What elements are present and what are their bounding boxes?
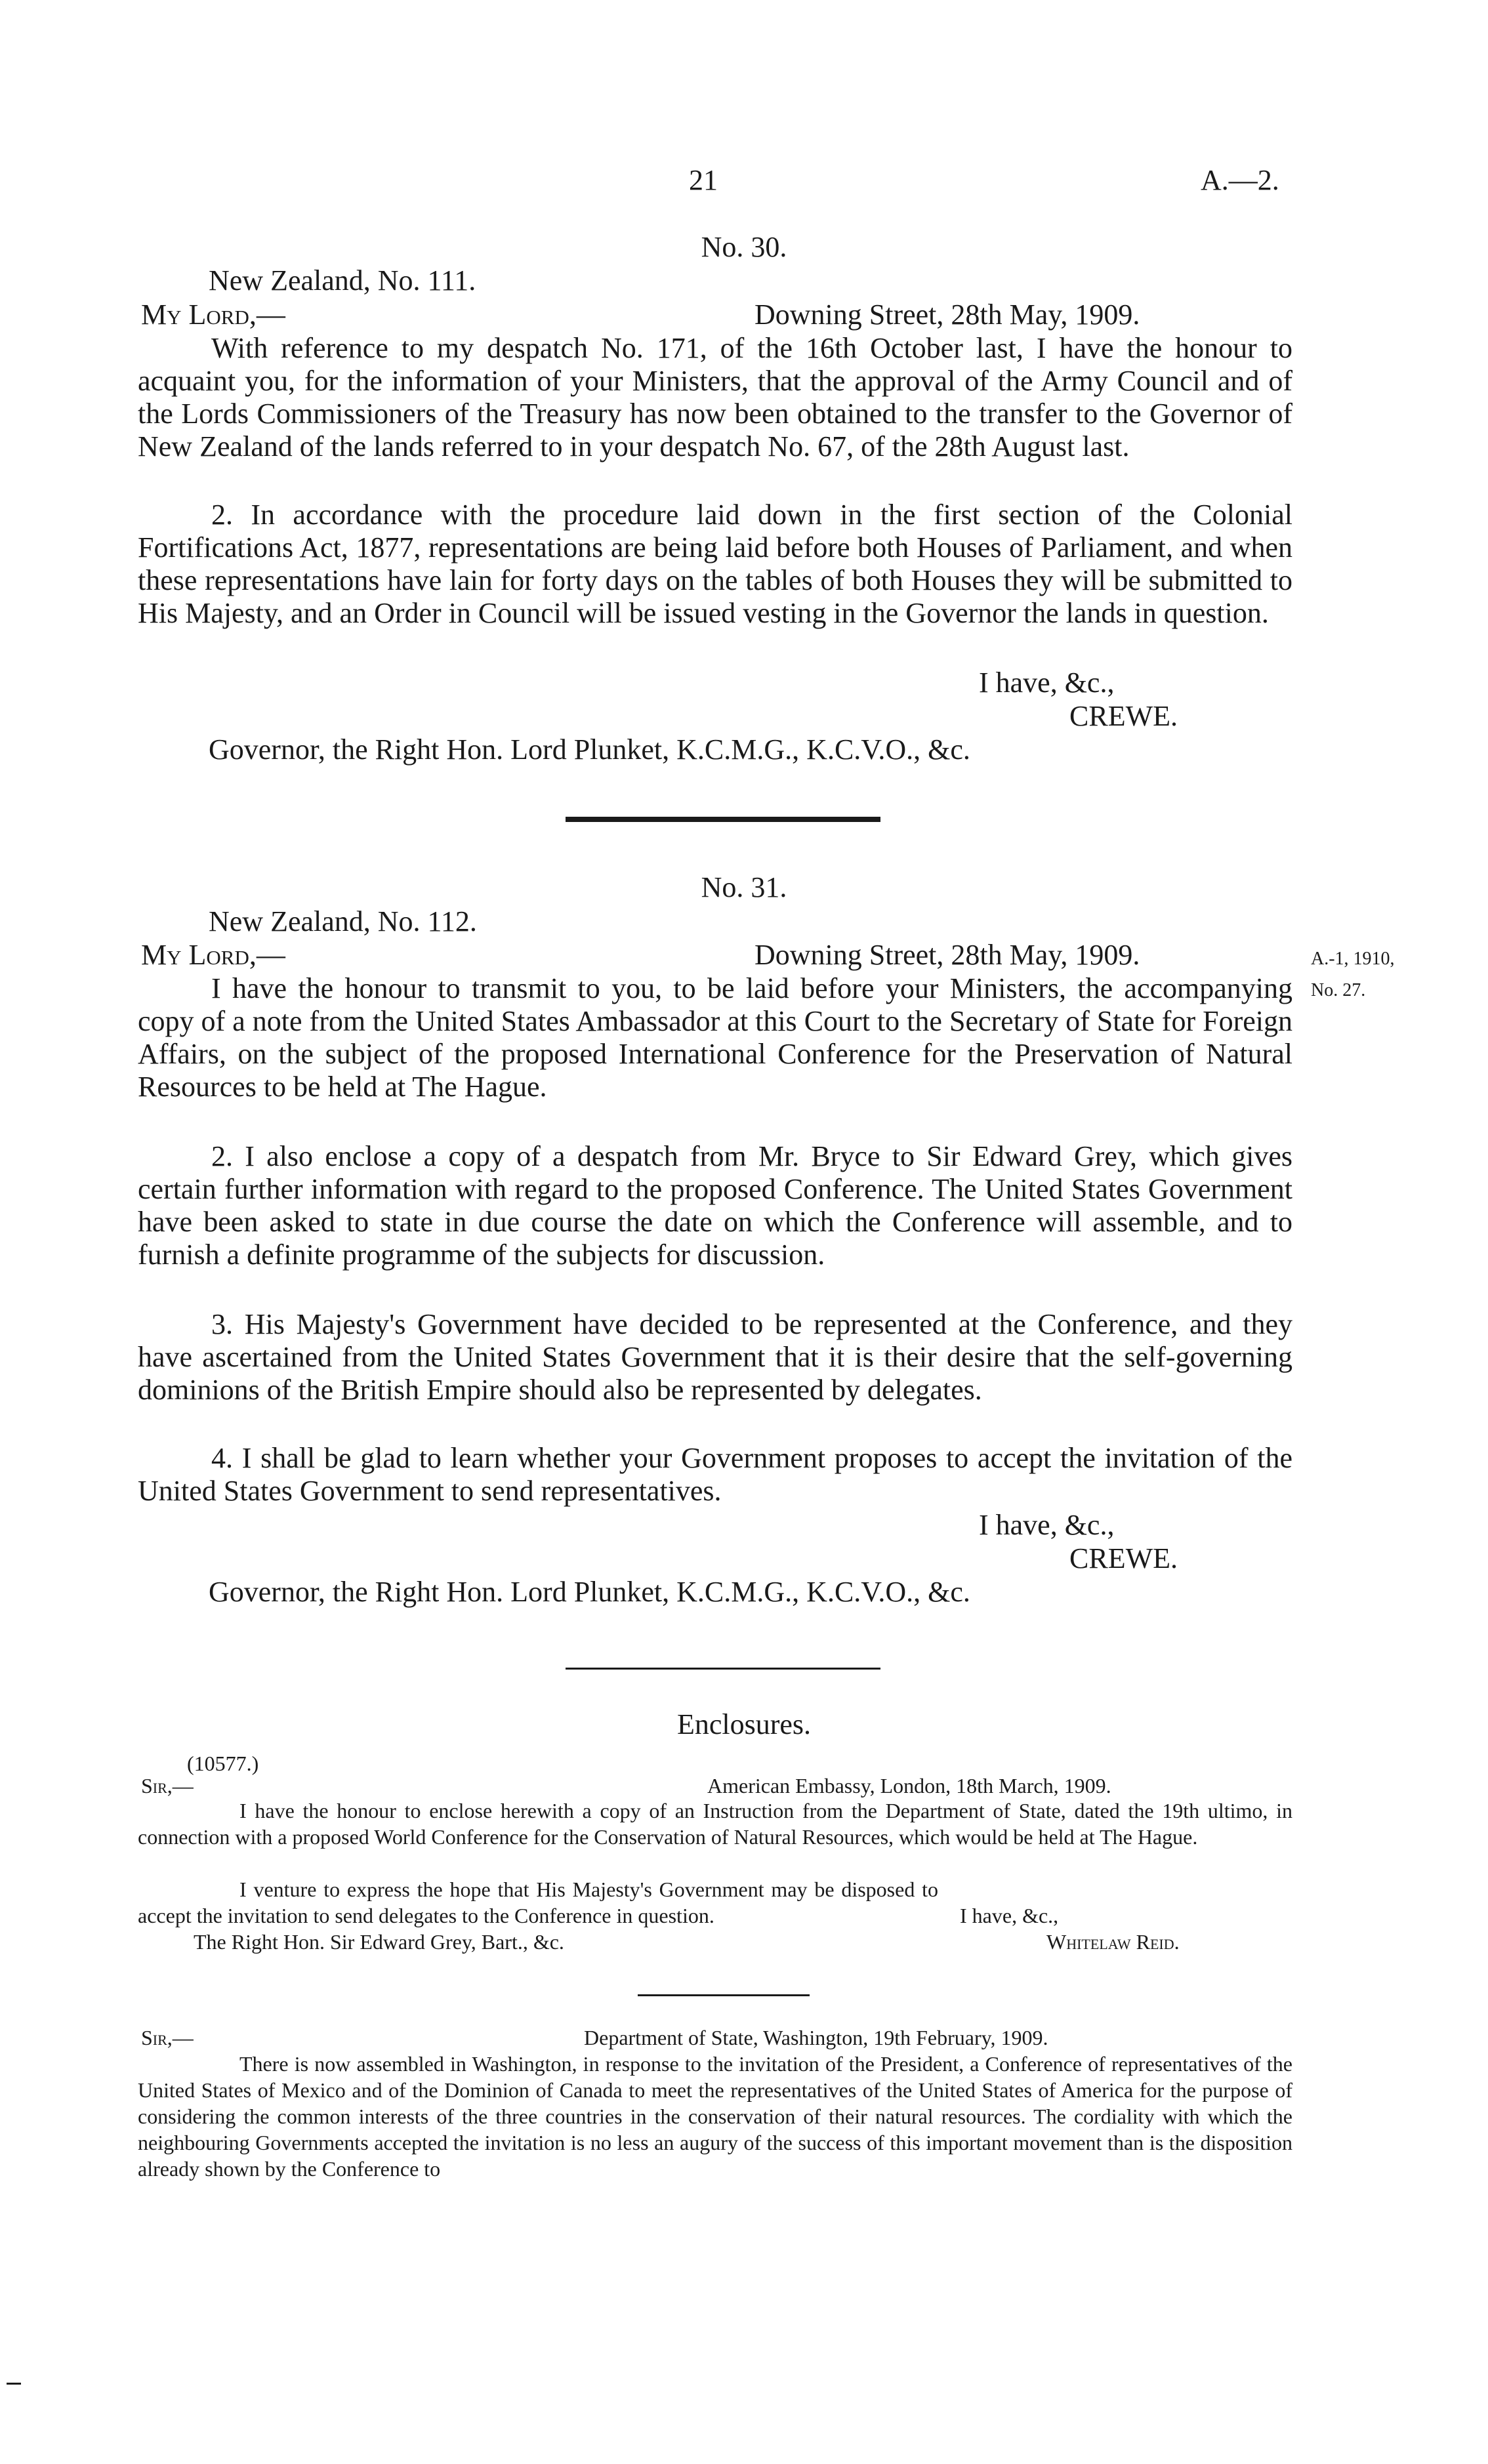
despatch-30-number: No. 30. [701,231,787,263]
despatch-31-paragraph-3: 3. His Majesty's Government have decided to be represented at the Conference, and they have ascertained from the United States Government that it is their desire that the self-governing dominions of the British Empire should also be represented by delegates. [138,1308,1292,1406]
despatch-31-place-date: Downing Street, 28th May, 1909. [754,939,1140,971]
enclosure-1-addressee: The Right Hon. Sir Edward Grey, Bart., &c. [194,1930,564,1954]
despatch-30-place-date: Downing Street, 28th May, 1909. [754,298,1140,331]
enclosure-1-salutation: Sir,— [141,1774,194,1797]
despatch-31-paragraph-2: 2. I also enclose a copy of a despatch from Mr. Bryce to Sir Edward Grey, which gives certain further information with regard to the proposed Conference. The United States Government have been asked to state in due course the date on which the Conference will assemble, and to furnish a definite programme of the subjects for discussion. [138,1140,1292,1271]
despatch-30-paragraph-1: With reference to my despatch No. 171, of the 16th October last, I have the honour to acquaint you, for the information of your Ministers, that the approval of the Army Council and of the Lords Commissioners of the Treasury has now been obtained to the transfer to the Governor of New Zealand of the lands referred to in your despatch No. 67, of the 28th August last. [138,332,1292,462]
despatch-31-addressee: Governor, the Right Hon. Lord Plunket, K.C.M.G., K.C.V.O., &c. [209,1576,970,1608]
enclosure-1-ref: (10577.) [187,1752,259,1775]
enclosure-divider [638,1994,810,1996]
enclosure-2-paragraph-1: There is now assembled in Washington, in response to the invitation of the President, a Conference of representatives of the United States of Mexico and of the Dominion of Canada to meet the representatives of the United States of America for the purpose of considering the common interests of the three countries in the conservation of their natural resources. The cordiality with which the neighbouring Governments accepted the invitation is no less an augury of the success of this important movement than is the disposition already shown by the Conference to [138,2052,1292,2181]
despatch-30-addressee: Governor, the Right Hon. Lord Plunket, K.C.M.G., K.C.V.O., &c. [209,733,970,766]
despatch-31-paragraph-4: 4. I shall be glad to learn whether your Government proposes to accept the invitation of the United States Government to send representatives. [138,1442,1292,1507]
enclosure-1-place-date: American Embassy, London, 18th March, 1909. [707,1774,1111,1797]
enclosure-1-paragraph-2: I venture to express the hope that His Majesty's Government may be disposed to accept the invitation to send delegates to the Conference in question. [138,1878,938,1927]
despatch-30-paragraph-2: 2. In accordance with the procedure laid down in the first section of the Colonial Fortifications Act, 1877, representations are being laid before both Houses of Parliament, and when these representations have lain for forty days on the tables of both Houses they will be submitted to His Majesty, and an Order in Council will be issued vesting in the Governor the lands in question. [138,499,1292,629]
despatch-31-salutation: My Lord,— [141,939,285,971]
paper-code: A.—2. [1201,164,1279,196]
despatch-30-signature: CREWE. [1069,700,1178,732]
despatch-31-signature: CREWE. [1069,1542,1178,1574]
despatch-31-ref: New Zealand, No. 112. [209,905,477,937]
margin-mark [7,2383,21,2385]
enclosure-1-paragraph-1: I have the honour to enclose herewith a copy of an Instruction from the Department of State, dated the 19th ultimo, in connection with a proposed World Conference for the Conservation of Natural Resources, which would be held at The Hague. [138,1799,1292,1849]
despatch-31-closing: I have, &c., [979,1509,1115,1541]
despatch-30-closing: I have, &c., [979,667,1115,699]
despatch-31-number: No. 31. [701,871,787,903]
enclosure-1-closing: I have, &c., [960,1904,1059,1927]
enclosure-2-place-date: Department of State, Washington, 19th February, 1909. [584,2026,1048,2049]
enclosure-1-signature: Whitelaw Reid. [1046,1930,1180,1954]
despatch-30-ref: New Zealand, No. 111. [209,264,476,297]
page-number: 21 [689,164,718,196]
despatch-31-paragraph-1: I have the honour to transmit to you, to be laid before your Ministers, the accompanying copy of a note from the United States Ambassador at this Court to the Secretary of State for Foreign Affairs, on the subject of the proposed International Conference for the Preservation of Natural Resources to be held at The Hague. [138,972,1292,1103]
section-divider-thin [566,1668,880,1670]
despatch-31-margin-note-2: No. 27. [1311,980,1366,1000]
despatch-31-margin-note-1: A.-1, 1910, [1311,949,1395,969]
enclosure-2-salutation: Sir,— [141,2026,194,2049]
section-divider-thick [566,817,880,822]
despatch-30-salutation: My Lord,— [141,298,285,331]
enclosures-heading: Enclosures. [676,1708,812,1740]
